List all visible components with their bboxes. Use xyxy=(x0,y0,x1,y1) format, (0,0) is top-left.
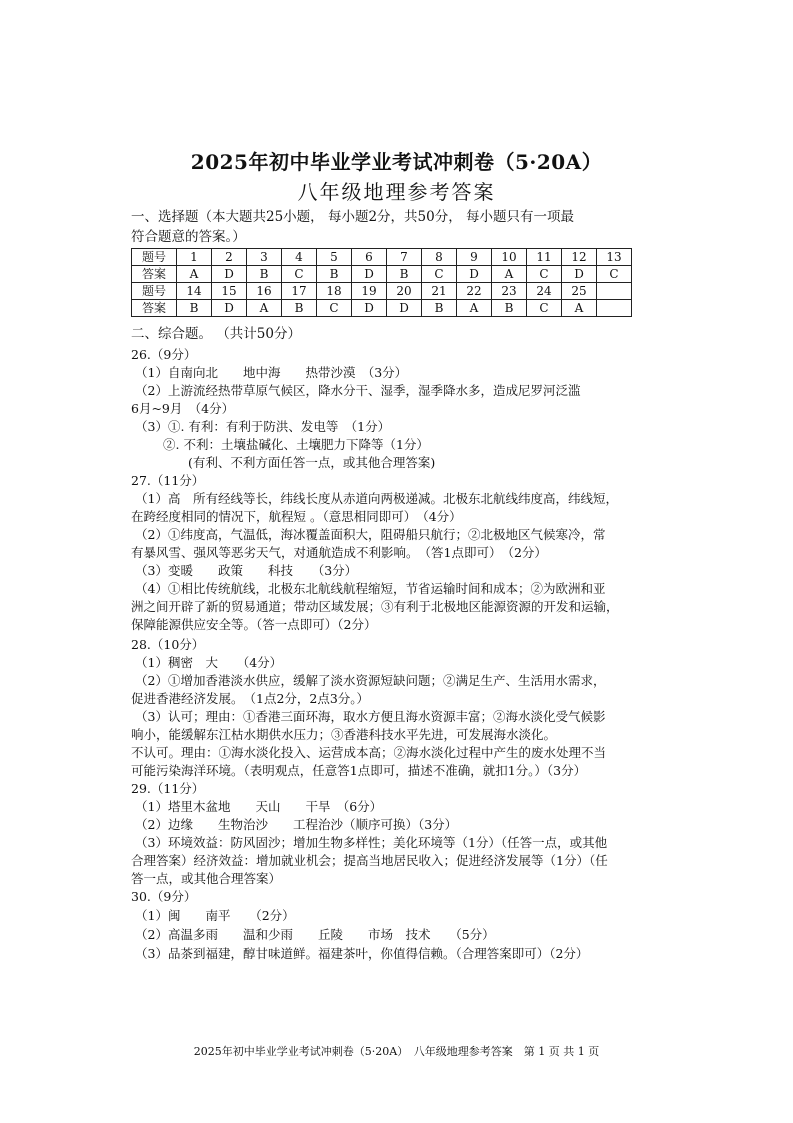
answer-line: （1）塔里木盆地 天山 干旱 （6分） xyxy=(135,799,383,814)
table-cell: 21 xyxy=(422,283,457,300)
question-29-heading: 29.（11分） xyxy=(131,781,205,796)
answer-line: （3）环境效益：防风固沙；增加生物多样性；美化环境等（1分）（任答一点，或其他 xyxy=(135,835,608,850)
table-cell: 6 xyxy=(352,249,387,266)
table-cell: 20 xyxy=(387,283,422,300)
section1-heading-line2: 符合题意的答案。） xyxy=(131,229,246,245)
table-cell: A xyxy=(457,300,492,317)
table-cell: D xyxy=(212,300,247,317)
question-30-heading: 30.（9分） xyxy=(131,889,197,904)
table-cell: 18 xyxy=(317,283,352,300)
table-cell: C xyxy=(422,266,457,283)
answer-line: 洲之间开辟了新的贸易通道；带动区域发展；③有利于北极地区能源资源的开发和运输， xyxy=(131,599,619,614)
answer-line: 在跨经度相同的情况下，航程短 。（意思相同即可） （4分） xyxy=(131,509,462,524)
table-cell: D xyxy=(352,300,387,317)
table-cell: 9 xyxy=(457,249,492,266)
table-cell: 3 xyxy=(247,249,282,266)
table-cell: B xyxy=(492,300,527,317)
table-cell: B xyxy=(177,300,212,317)
table-cell: C xyxy=(317,300,352,317)
table-cell: A xyxy=(177,266,212,283)
table-cell: 17 xyxy=(282,283,317,300)
table-cell: D xyxy=(212,266,247,283)
answer-row xyxy=(132,266,632,283)
table-cell: B xyxy=(387,266,422,283)
table-cell: B xyxy=(247,266,282,283)
table-cell: 19 xyxy=(352,283,387,300)
table-cell: 5 xyxy=(317,249,352,266)
table-cell: A xyxy=(562,300,597,317)
question-27-heading: 27.（11分） xyxy=(131,473,205,488)
document-subtitle: 八年级地理参考答案 xyxy=(297,180,496,204)
table-cell: B xyxy=(422,300,457,317)
table-cell: 23 xyxy=(492,283,527,300)
table-cell: 15 xyxy=(212,283,247,300)
answer-line: （3）变暖 政策 科技 （3分） xyxy=(135,563,358,578)
row-label: 答案 xyxy=(132,266,177,283)
table-cell: C xyxy=(282,266,317,283)
table-cell: 1 xyxy=(177,249,212,266)
answer-line: （3）品茶到福建，醇甘味道鲜。福建茶叶，你值得信赖。（合理答案即可）（2分） xyxy=(135,946,589,961)
answer-line: 不认可。理由：①海水淡化投入、运营成本高；②海水淡化过程中产生的废水处理不当 xyxy=(131,745,607,760)
table-cell: D xyxy=(457,266,492,283)
answer-line: （1）稠密 大 （4分） xyxy=(135,655,283,670)
answer-line: 可能污染海洋环境。（表明观点，任意答1点即可，描述不准确，就扣1分。）（3分） xyxy=(131,763,587,778)
answer-line: 促进香港经济发展。 （1点2分，2点3分。） xyxy=(131,691,370,706)
table-cell: D xyxy=(562,266,597,283)
table-cell xyxy=(597,283,632,300)
table-cell: 7 xyxy=(387,249,422,266)
section2-heading: 二、综合题。 （共计50分） xyxy=(131,326,301,342)
question-number-row xyxy=(132,249,632,266)
answer-line: 响小，能缓解东江枯水期供水压力；③香港科技水平先进，可发展海水淡化。 xyxy=(131,727,557,742)
question-number-row xyxy=(132,283,632,300)
answer-line: （2）上游流经热带草原气候区，降水分干、湿季，湿季降水多，造成尼罗河泛滥 xyxy=(135,383,581,398)
table-cell: D xyxy=(352,266,387,283)
answer-line: （2）①增加香港淡水供应，缓解了淡水资源短缺问题；②满足生产、生活用水需求， xyxy=(135,673,606,688)
table-cell: C xyxy=(527,300,562,317)
table-cell: 13 xyxy=(597,249,632,266)
answer-line: （3）认可；理由：①香港三面环海，取水方便且海水资源丰富；②海水淡化受气候影 xyxy=(135,709,606,724)
table-cell: 12 xyxy=(562,249,597,266)
table-cell: C xyxy=(597,266,632,283)
answer-line: （2）①纬度高，气温低，海冰覆盖面积大，阻碍船只航行；②北极地区气候寒冷，常 xyxy=(135,527,606,542)
table-cell: A xyxy=(492,266,527,283)
question-26-heading: 26.（9分） xyxy=(131,347,197,362)
table-cell xyxy=(597,300,632,317)
table-cell: 25 xyxy=(562,283,597,300)
answer-line: （4）①相比传统航线，北极东北航线航程缩短，节省运输时间和成本；②为欧洲和亚 xyxy=(135,581,606,596)
table-cell: 4 xyxy=(282,249,317,266)
answer-line: （1）高 所有经线等长，纬线长度从赤道向两极递减。北极东北航线纬度高，纬线短， xyxy=(135,491,618,506)
table-cell: 10 xyxy=(492,249,527,266)
answer-line: 保障能源供应安全等。（答一点即可）（2分） xyxy=(131,617,377,632)
table-cell: 8 xyxy=(422,249,457,266)
answer-line: （1）闽 南平 （2分） xyxy=(135,908,295,923)
answer-line: （1）自南向北 地中海 热带沙漠 （3分） xyxy=(135,365,408,380)
row-label: 题号 xyxy=(132,249,177,266)
answer-line: 答一点，或其他合理答案） xyxy=(131,871,282,886)
row-label: 题号 xyxy=(132,283,177,300)
answer-table xyxy=(131,248,632,317)
table-cell: B xyxy=(282,300,317,317)
section1-heading-line1: 一、选择题（本大题共25小题， 每小题2分，共50分， 每小题只有一项最 xyxy=(131,209,575,225)
table-cell: 11 xyxy=(527,249,562,266)
answer-line: 合理答案）经济效益：增加就业机会；提高当地居民收入；促进经济发展等（1分）（任 xyxy=(131,853,608,868)
table-cell: 16 xyxy=(247,283,282,300)
table-cell: C xyxy=(527,266,562,283)
table-cell: D xyxy=(387,300,422,317)
document-title: 2025年初中毕业学业考试冲刺卷（5·20A） xyxy=(190,150,603,174)
answer-line: （2）边缘 生物治沙 工程治沙（顺序可换）（3分） xyxy=(135,817,458,832)
answer-line: 有暴风雪、强风等恶劣天气，对通航造成不利影响。 （答1点即可） （2分） xyxy=(131,545,547,560)
table-cell: B xyxy=(317,266,352,283)
answer-row xyxy=(132,300,632,317)
table-cell: 22 xyxy=(457,283,492,300)
answer-line: 6月~9月 （4分） xyxy=(131,401,235,416)
page-footer: 2025年初中毕业学业考试冲刺卷（5·20A） 八年级地理参考答案 第 1 页 共 1 页 xyxy=(193,1045,600,1058)
row-label: 答案 xyxy=(132,300,177,317)
table-cell: 14 xyxy=(177,283,212,300)
table-cell: 24 xyxy=(527,283,562,300)
table-cell: A xyxy=(247,300,282,317)
question-28-heading: 28.（10分） xyxy=(131,637,205,652)
answer-line: ②. 不利：土壤盐碱化、土壤肥力下降等（1分） xyxy=(163,437,429,452)
table-cell: 2 xyxy=(212,249,247,266)
answer-line: （2）高温多雨 温和少雨 丘陵 市场 技术 （5分） xyxy=(135,927,495,942)
answer-line: （3）①. 有利：有利于防洪、发电等 （1分） xyxy=(135,419,391,434)
answer-line: (有利、不利方面任答一点，或其他合理答案) xyxy=(188,455,436,470)
